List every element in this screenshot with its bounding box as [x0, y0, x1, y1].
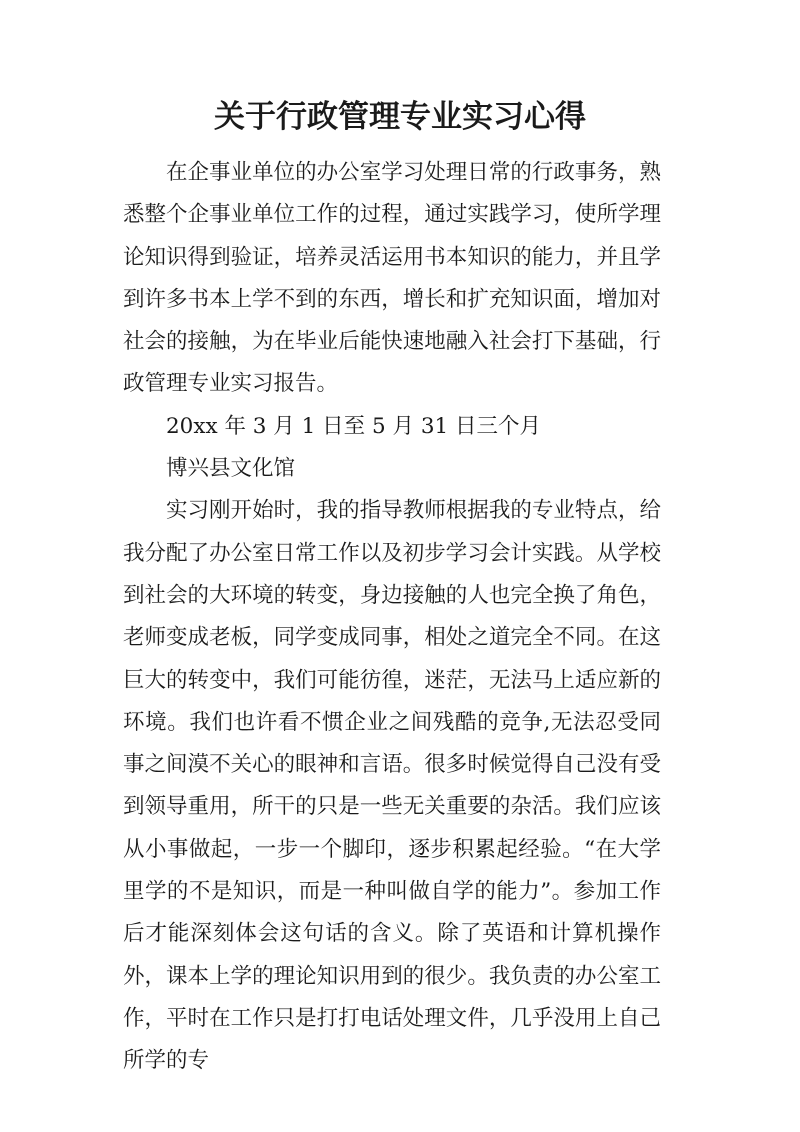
- document-title: 关于行政管理专业实习心得: [214, 99, 586, 135]
- paragraph-location: 博兴县文化馆: [166, 456, 296, 482]
- paragraph-period: 20xx 年 3 月 1 日至 5 月 31 日三个月: [166, 413, 542, 439]
- document-body: [123, 152, 661, 1083]
- paragraph-intro: 在企事业单位的办公室学习处理日常的行政事务，熟悉整个企事业单位工作的过程，通过实践学习，使所学理论知识得到验证，培养灵活运用书本知识的能力，并且学到许多书本上学不到的东西，增长和扩充知识面，增加对社会的接触，为在毕业后能快速地融入社会打下基础，行政管理专业实习报告。: [123, 160, 661, 397]
- paragraph-experience: 实习刚开始时，我的指导教师根据我的专业特点，给我分配了办公室日常工作以及初步学习会计实践。从学校到社会的大环境的转变，身边接触的人也完全换了角色，老师变成老板，同学变成同事，相处之道完全不同。在这巨大的转变中，我们可能彷徨，迷茫，无法马上适应新的环境。我们也许看不惯企业之间残酷的竞争,无法忍受同事之间漠不关心的眼神和言语。很多时候觉得自己没有受到领导重用，所干的只是一些无关重要的杂活。我们应该从小事做起，一步一个脚印，逐步积累起经验。“在大学里学的不是知识，而是一种叫做自学的能力”。参加工作后才能深刻体会这句话的含义。除了英语和计算机操作外，课本上学的理论知识用到的很少。我负责的办公室工作，平时在工作只是打打电话处理文件，几乎没用上自己所学的专: [123, 498, 661, 1074]
